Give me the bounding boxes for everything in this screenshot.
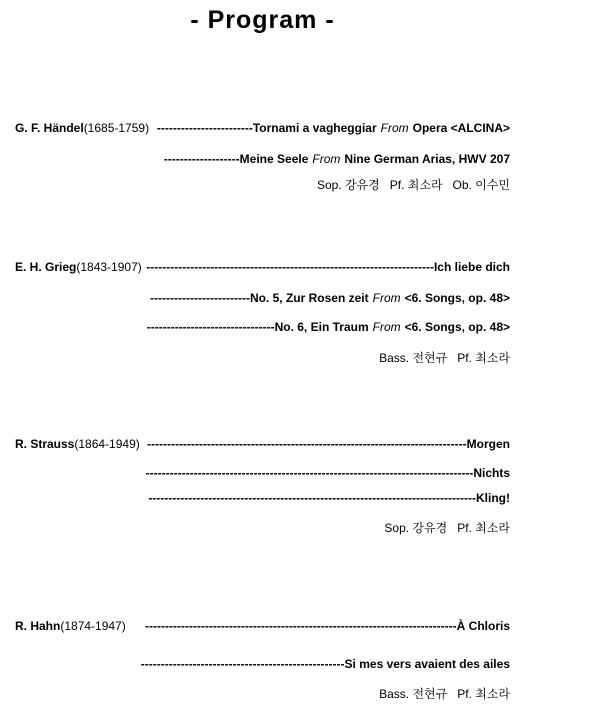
program-line bbox=[15, 490, 510, 507]
composer-name bbox=[15, 259, 142, 276]
dash-leader: ------------------------- bbox=[150, 291, 250, 305]
dash-leader: --------------------------------------------------- bbox=[140, 657, 345, 671]
program-line bbox=[15, 465, 510, 482]
piece-title: No. 6, Ein Traum bbox=[274, 320, 369, 334]
dash-leader: ------------------- bbox=[163, 152, 240, 166]
piece-line bbox=[15, 151, 510, 168]
composer-name-text: E. H. Grieg bbox=[15, 260, 77, 274]
program-line bbox=[15, 319, 510, 336]
piece-title: Tornami a vagheggiar bbox=[252, 121, 377, 135]
composer-name bbox=[15, 120, 149, 137]
dash-leader: -------------------------------- bbox=[146, 320, 275, 334]
piece-source: Nine German Arias, HWV 207 bbox=[344, 152, 510, 166]
from-word: From bbox=[372, 291, 401, 305]
dash-leader: ------------------------------------------------------------------------ bbox=[146, 260, 434, 274]
piece-title: No. 5, Zur Rosen zeit bbox=[249, 291, 369, 305]
composer-years: (1843-1907) bbox=[76, 260, 142, 274]
piece-source: <6. Songs, op. 48> bbox=[404, 320, 510, 334]
program-line bbox=[15, 436, 510, 453]
dash-leader: -------------------------------------------------------------------------------- bbox=[146, 437, 467, 451]
program-line bbox=[15, 259, 510, 276]
piece-line bbox=[15, 490, 510, 507]
performers-line: Bass. 전현규 Pf. 최소라 bbox=[379, 351, 510, 365]
performers-line: Sop. 강유경 Pf. 최소라 bbox=[384, 521, 510, 535]
piece-line bbox=[15, 656, 510, 673]
piece-title: Ich liebe dich bbox=[433, 260, 510, 274]
performers-line: Sop. 강유경 Pf. 최소라 Ob. 이수민 bbox=[316, 178, 510, 192]
piece-title: Morgen bbox=[466, 437, 510, 451]
composer-years: (1685-1759) bbox=[83, 121, 150, 135]
piece-title: Meine Seele bbox=[239, 152, 309, 166]
composer-name-text: R. Strauss bbox=[15, 437, 75, 451]
composer-years: (1874-1947) bbox=[60, 619, 126, 633]
program-line bbox=[15, 656, 510, 673]
piece-title: Nichts bbox=[473, 466, 510, 480]
program-line bbox=[15, 618, 510, 635]
composer-name-text: R. Hahn bbox=[15, 619, 61, 633]
dash-leader: ------------------------ bbox=[156, 121, 253, 135]
dash-leader: ---------------------------------------------------------------------------------- bbox=[145, 466, 474, 480]
from-word: From bbox=[312, 152, 341, 166]
piece-source: Opera <ALCINA> bbox=[412, 121, 510, 135]
program-line bbox=[15, 151, 510, 168]
dash-leader: ------------------------------------------------------------------------------ bbox=[144, 619, 457, 633]
performers-line: Bass. 전현규 Pf. 최소라 bbox=[379, 687, 510, 701]
composer-name bbox=[15, 436, 140, 453]
composer-name-text: G. F. Händel bbox=[15, 121, 84, 135]
page-title: - Program - bbox=[190, 6, 335, 34]
program-line bbox=[15, 290, 510, 307]
piece-title: Si mes vers avaient des ailes bbox=[344, 657, 510, 671]
composer-years: (1864-1949) bbox=[74, 437, 140, 451]
piece-line bbox=[15, 465, 510, 482]
piece-line bbox=[15, 319, 510, 336]
from-word: From bbox=[380, 121, 409, 135]
piece-line bbox=[15, 290, 510, 307]
piece-title: Kling! bbox=[476, 491, 510, 505]
dash-leader: ---------------------------------------------------------------------------------- bbox=[148, 491, 476, 505]
piece-title: À Chloris bbox=[456, 619, 510, 633]
composer-name bbox=[15, 618, 126, 635]
piece-source: <6. Songs, op. 48> bbox=[404, 291, 510, 305]
program-line bbox=[15, 120, 510, 137]
from-word: From bbox=[372, 320, 401, 334]
